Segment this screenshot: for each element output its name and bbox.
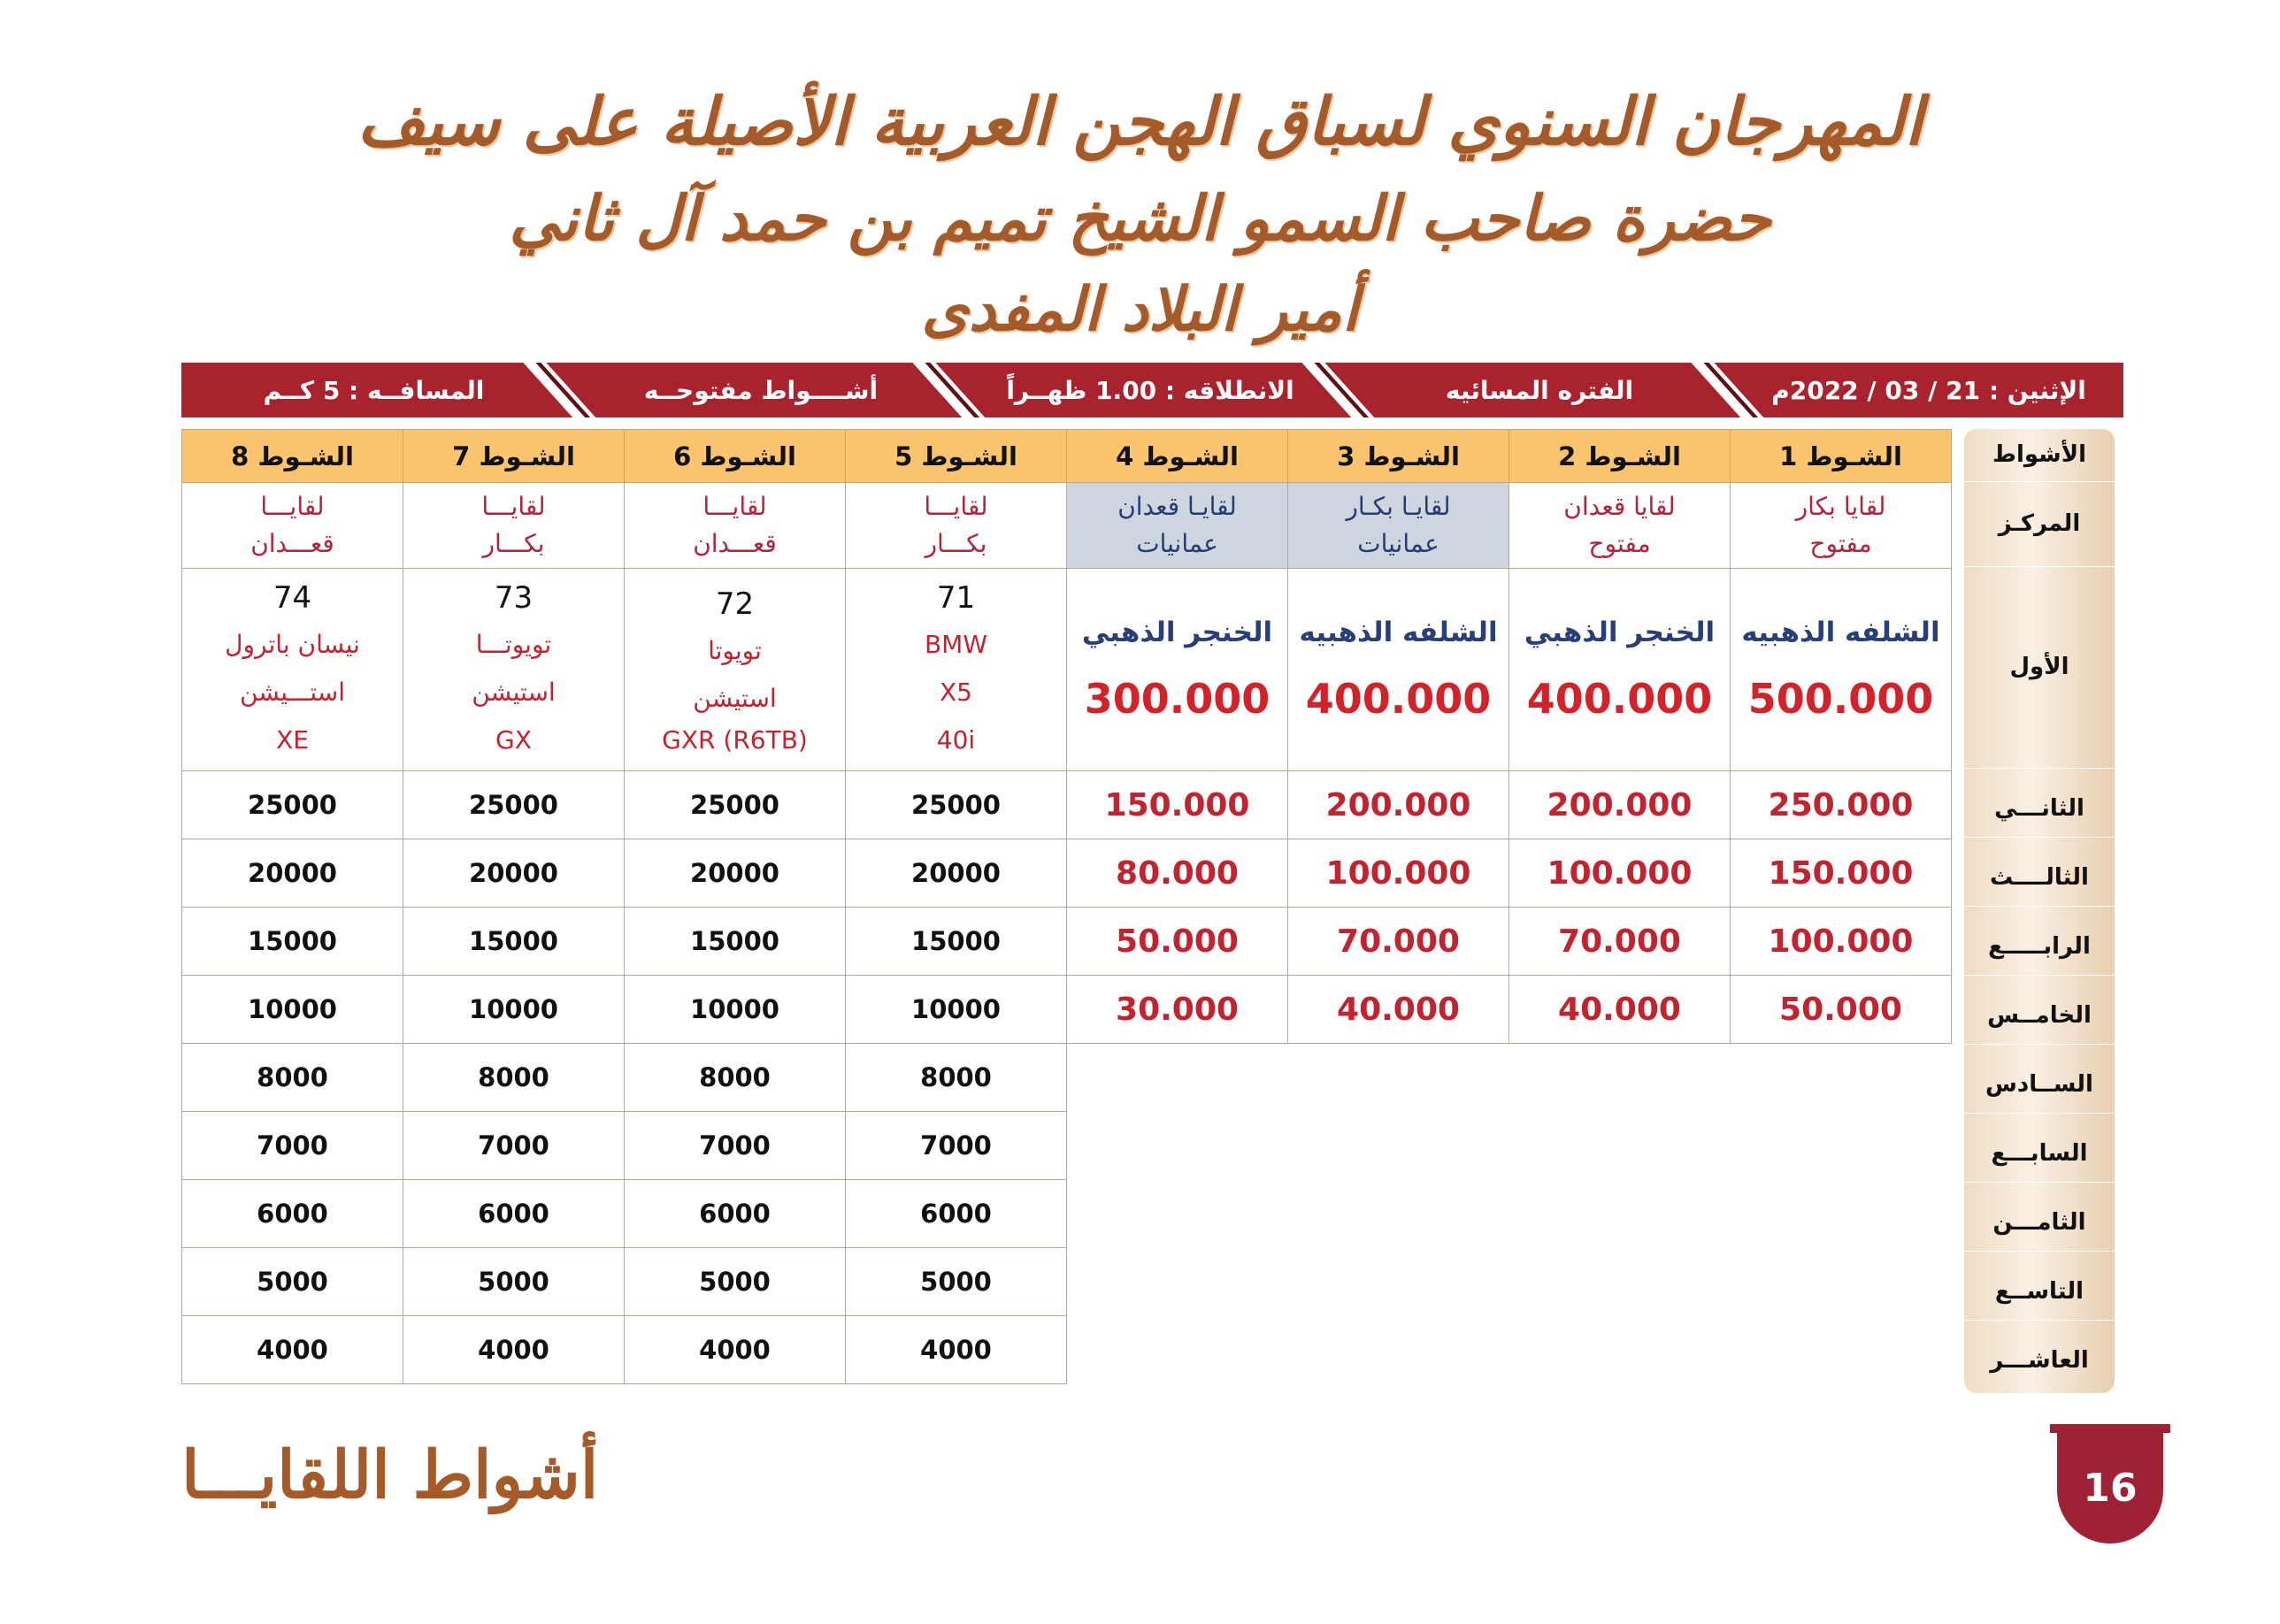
rank-label: المركـز — [1964, 481, 2115, 567]
empty-cell — [1067, 1248, 1288, 1316]
race-name: الشـوط 1 — [1731, 430, 1952, 483]
prize-cell: 25000 — [625, 771, 846, 839]
prize-cell: 6000 — [182, 1180, 403, 1248]
prize-cell: 7000 — [846, 1112, 1067, 1180]
empty-cell — [1067, 1044, 1288, 1112]
prize-cell: 70.000 — [1288, 908, 1509, 976]
prize-cell: 40.000 — [1288, 976, 1509, 1044]
rank-label-column — [1964, 429, 2115, 1393]
category-cell: لقايـــا قعـــدان — [182, 483, 403, 569]
prize-cell: 8000 — [625, 1044, 846, 1112]
prize-cell: 100.000 — [1288, 839, 1509, 908]
prize-cell: 8000 — [846, 1044, 1067, 1112]
prize-cell: 7000 — [403, 1112, 625, 1180]
prize-cell: 100.000 — [1509, 839, 1731, 908]
banner-race-type: أشــــواط مفتوحــه — [566, 363, 956, 417]
prize-cell: 50.000 — [1067, 908, 1288, 976]
prize-cell: 15000 — [182, 908, 403, 976]
race-name: الشـوط 6 — [625, 430, 846, 483]
banner-start-time: الانطلاقه : 1.00 ظهــراً — [956, 363, 1345, 417]
category-cell: لقايـا قعدان عمانيات — [1067, 483, 1288, 569]
prize-cell: 25000 — [846, 771, 1067, 839]
first-prize-car: 74 نيسان باترول استـــيشن XE — [182, 569, 403, 771]
empty-cell — [1509, 1248, 1731, 1316]
prize-cell: 10000 — [403, 976, 625, 1044]
rank-label: الثانـــي — [1964, 768, 2115, 838]
category-cell: لقايا بكار مفتوح — [1731, 483, 1952, 569]
prize-cell: 20000 — [846, 839, 1067, 908]
category-cell: لقايـا بكـار عمانيات — [1288, 483, 1509, 569]
header-line-3: أمير البلاد المفدى — [921, 274, 1359, 345]
category-cell: لقايـــا قعـــدان — [625, 483, 846, 569]
rank-row — [182, 1112, 1952, 1180]
prize-cell: 25000 — [182, 771, 403, 839]
rank-label: الخامــس — [1964, 975, 2115, 1045]
prize-cell: 15000 — [846, 908, 1067, 976]
first-prize-car: 71 BMW X5 40i — [846, 569, 1067, 771]
empty-cell — [1509, 1316, 1731, 1384]
empty-cell — [1288, 1248, 1509, 1316]
prize-cell: 30.000 — [1067, 976, 1288, 1044]
first-prize-cell: الخنجر الذهبي 300.000 — [1067, 569, 1288, 771]
prize-cell: 100.000 — [1731, 908, 1952, 976]
prize-cell: 6000 — [403, 1180, 625, 1248]
empty-cell — [1509, 1044, 1731, 1112]
rank-label: العاشـــر — [1990, 1347, 2089, 1374]
prize-cell: 20000 — [403, 839, 625, 908]
prize-cell: 50.000 — [1731, 976, 1952, 1044]
rank-label: الثالــــث — [1964, 837, 2115, 907]
race-name: الشـوط 5 — [846, 430, 1067, 483]
first-prize-cell: الشلفه الذهبيه 500.000 — [1731, 569, 1952, 771]
prize-cell: 4000 — [846, 1316, 1067, 1384]
rank-label: التاســع — [1964, 1251, 2115, 1321]
header-line-1: المهرجان السنوي لسباق الهجن العربية الأصيلة على سيف — [357, 84, 1923, 160]
prize-cell: 10000 — [182, 976, 403, 1044]
first-prize-cell: الخنجر الذهبي 400.000 — [1509, 569, 1731, 771]
category-cell: لقايـــا بكـــار — [403, 483, 625, 569]
empty-cell — [1067, 1112, 1288, 1180]
prize-cell: 4000 — [182, 1316, 403, 1384]
prize-cell: 6000 — [846, 1180, 1067, 1248]
prize-cell: 200.000 — [1288, 771, 1509, 839]
empty-cell — [1288, 1316, 1509, 1384]
header-line-2: حضرة صاحب السمو الشيخ تميم بن حمد آل ثاني — [509, 181, 1771, 255]
empty-cell — [1731, 1112, 1952, 1180]
empty-cell — [1731, 1316, 1952, 1384]
rank-row — [182, 839, 1952, 908]
race-name: الشـوط 2 — [1509, 430, 1731, 483]
prize-cell: 5000 — [625, 1248, 846, 1316]
empty-cell — [1731, 1248, 1952, 1316]
info-banner — [181, 363, 2123, 417]
prize-cell: 10000 — [846, 976, 1067, 1044]
prize-cell: 20000 — [182, 839, 403, 908]
prize-cell: 25000 — [403, 771, 625, 839]
rank-row — [182, 771, 1952, 839]
rank-row — [182, 1248, 1952, 1316]
prize-cell: 150.000 — [1731, 839, 1952, 908]
prize-cell: 15000 — [625, 908, 846, 976]
race-name: الشـوط 4 — [1067, 430, 1288, 483]
empty-cell — [1731, 1044, 1952, 1112]
rank-label: الأول — [1964, 566, 2115, 769]
banner-period: الفتره المسائيه — [1345, 363, 1734, 417]
banner-distance: المسافــه : 5 كــم — [263, 375, 485, 405]
prize-cell: 4000 — [625, 1316, 846, 1384]
prize-cell: 150.000 — [1067, 771, 1288, 839]
empty-cell — [1731, 1180, 1952, 1248]
category-cell: لقايـــا بكـــار — [846, 483, 1067, 569]
prize-cell: 70.000 — [1509, 908, 1731, 976]
banner-date: الإثنين : 21 / 03 / 2022م — [1734, 363, 2123, 417]
prize-cell: 80.000 — [1067, 839, 1288, 908]
race-header-row — [182, 430, 1952, 483]
prize-cell: 5000 — [403, 1248, 625, 1316]
prize-cell: 8000 — [403, 1044, 625, 1112]
rank-row — [182, 1316, 1952, 1384]
rank-row — [182, 976, 1952, 1044]
race-name: الشـوط 7 — [403, 430, 625, 483]
race-name: الشـوط 3 — [1288, 430, 1509, 483]
first-prize-car: 73 تويوتـــا استيشن GX — [403, 569, 625, 771]
empty-cell — [1067, 1180, 1288, 1248]
rank-label: الثامـــن — [1964, 1182, 2115, 1252]
first-prize-car: 72 تويوتا استيشن GXR (R6TB) — [625, 569, 846, 771]
first-place-row — [182, 569, 1952, 771]
rank-label: الرابـــــع — [1964, 906, 2115, 976]
first-prize-cell: الشلفه الذهبيه 400.000 — [1288, 569, 1509, 771]
prize-cell: 5000 — [846, 1248, 1067, 1316]
empty-cell — [1288, 1044, 1509, 1112]
empty-cell — [1288, 1180, 1509, 1248]
race-name: الشـوط 8 — [182, 430, 403, 483]
prize-cell: 40.000 — [1509, 976, 1731, 1044]
rank-row — [182, 1180, 1952, 1248]
prize-cell: 6000 — [625, 1180, 846, 1248]
prize-cell: 250.000 — [1731, 771, 1952, 839]
prize-cell: 7000 — [625, 1112, 846, 1180]
section-title: أشواط اللقايـــا — [181, 1437, 599, 1513]
empty-cell — [1509, 1112, 1731, 1180]
rank-label: السابـــع — [1964, 1113, 2115, 1183]
rank-row — [182, 1044, 1952, 1112]
prize-cell: 20000 — [625, 839, 846, 908]
prize-cell: 4000 — [403, 1316, 625, 1384]
category-cell: لقايا قعدان مفتوح — [1509, 483, 1731, 569]
prize-cell: 7000 — [182, 1112, 403, 1180]
prize-cell: 200.000 — [1509, 771, 1731, 839]
page-number: 16 — [2057, 1433, 2163, 1544]
empty-cell — [1509, 1180, 1731, 1248]
prize-cell: 8000 — [182, 1044, 403, 1112]
empty-cell — [1288, 1112, 1509, 1180]
rank-label: الأشواط — [1964, 429, 2115, 482]
rank-row — [182, 908, 1952, 976]
prize-cell: 5000 — [182, 1248, 403, 1316]
rank-label: الســادس — [1964, 1044, 2115, 1114]
prizes-table — [181, 429, 1952, 1384]
empty-cell — [1067, 1316, 1288, 1384]
category-row — [182, 483, 1952, 569]
prize-cell: 10000 — [625, 976, 846, 1044]
prize-cell: 15000 — [403, 908, 625, 976]
